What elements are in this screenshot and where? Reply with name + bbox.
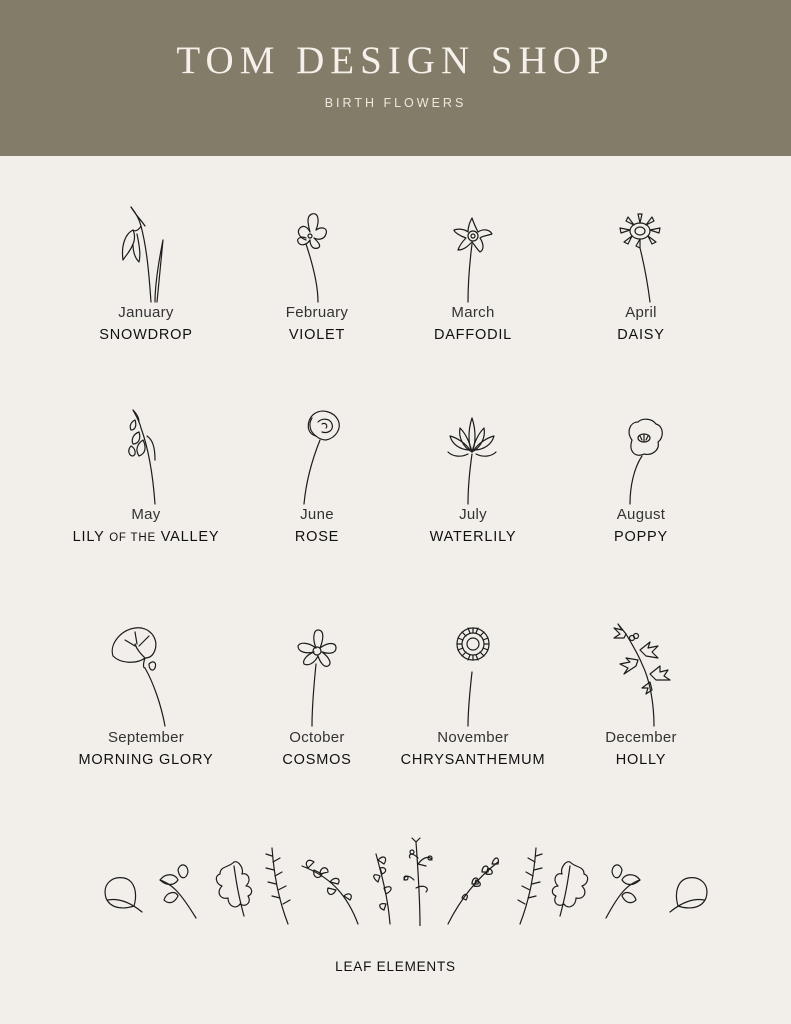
month-label: October — [289, 729, 345, 746]
oak-leaf-icon — [552, 862, 587, 916]
month-label: January — [118, 304, 174, 321]
flower-name: CHRYSANTHEMUM — [400, 752, 546, 768]
violet-icon — [282, 204, 352, 304]
month-label: May — [131, 506, 161, 523]
birth-flower-august — [551, 406, 731, 545]
fern-sprig-icon — [266, 848, 290, 924]
flower-name: MORNING GLORY — [78, 752, 214, 768]
month-label: April — [625, 304, 657, 321]
birth-flower-march — [383, 204, 563, 343]
month-label: August — [616, 506, 666, 523]
month-label: March — [451, 304, 495, 321]
birth-flower-may — [56, 406, 236, 545]
rose-icon — [282, 406, 352, 506]
holly-icon — [606, 624, 676, 729]
flower-name: ROSE — [294, 529, 340, 545]
month-label: December — [605, 729, 677, 746]
month-label: November — [437, 729, 509, 746]
daffodil-icon — [438, 204, 508, 304]
flower-name: COSMOS — [282, 752, 352, 768]
round-leaf-icon — [670, 878, 707, 912]
daisy-icon — [606, 204, 676, 304]
fern-sprig-icon — [518, 848, 542, 924]
flower-name: WATERLILY — [429, 529, 517, 545]
morning-glory-icon — [101, 624, 191, 729]
leaf-elements-row — [96, 836, 716, 926]
birth-flower-october — [227, 624, 407, 768]
birth-flower-february — [227, 204, 407, 343]
month-label: July — [459, 506, 487, 523]
leaf-elements-label: LEAF ELEMENTS — [335, 959, 456, 974]
month-label: February — [285, 304, 349, 321]
flower-name: VIOLET — [288, 327, 346, 343]
birth-flower-september — [56, 624, 236, 768]
flower-name: DAISY — [617, 327, 665, 343]
chrysanthemum-icon — [438, 624, 508, 729]
header-banner — [0, 0, 791, 156]
leaf-sprig-icon — [160, 865, 196, 918]
shop-title: TOM DESIGN SHOP — [176, 39, 615, 82]
month-label: September — [107, 729, 185, 746]
birth-flower-december — [551, 624, 731, 768]
birth-flower-january — [56, 204, 236, 343]
round-leaf-icon — [105, 878, 142, 912]
month-label: June — [300, 506, 334, 523]
lily-of-the-valley-icon — [111, 406, 181, 506]
flower-name: SNOWDROP — [99, 327, 193, 343]
cosmos-icon — [282, 624, 352, 729]
snowdrop-icon — [111, 204, 181, 304]
oak-leaf-icon — [216, 862, 251, 916]
flower-name: DAFFODIL — [433, 327, 513, 343]
birth-flower-june — [227, 406, 407, 545]
birth-flower-april — [551, 204, 731, 343]
waterlily-icon — [438, 406, 508, 506]
birth-flower-july — [383, 406, 563, 545]
flower-name: HOLLY — [615, 752, 667, 768]
leafy-branch-icon — [302, 860, 358, 924]
leaf-sprig-icon — [606, 865, 640, 918]
wildflower-sprig-icon — [404, 838, 432, 926]
poppy-icon — [606, 406, 676, 506]
flower-name: LILY OF THE VALLEY — [72, 529, 220, 545]
page-subtitle: BIRTH FLOWERS — [324, 96, 467, 110]
willow-sprig-icon — [374, 854, 391, 924]
leafy-branch-icon — [448, 858, 498, 924]
flower-name: POPPY — [614, 529, 668, 545]
birth-flower-november — [383, 624, 563, 768]
